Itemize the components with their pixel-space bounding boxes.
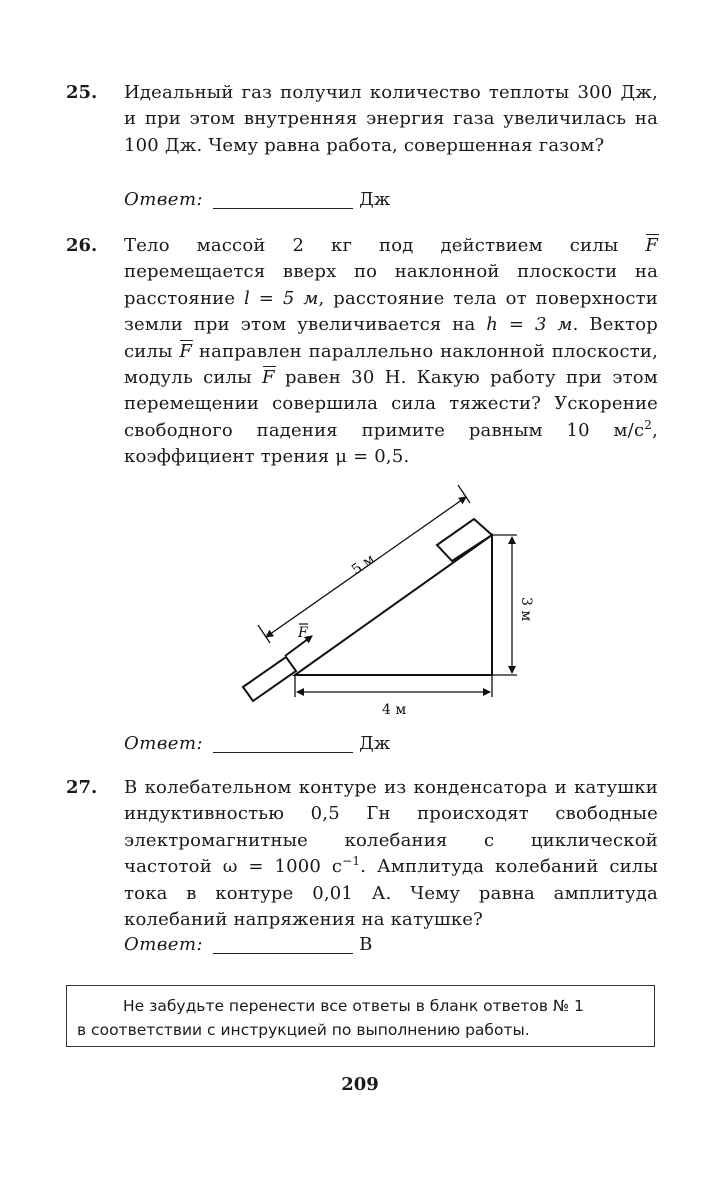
force-label: F (298, 625, 308, 641)
answer-unit: Дж (359, 733, 391, 754)
answer-row (124, 731, 390, 757)
triangle (295, 535, 492, 675)
text-part: . (403, 446, 410, 468)
inclined-plane-figure (230, 485, 534, 720)
force-vector-symbol: F (179, 339, 192, 365)
answer-blank (213, 953, 353, 954)
dim-ext (458, 485, 470, 503)
text-part: . Амплитуда колебаний силы тока в контуре 0,01 А. Чему равна амплитуда колебаний напряжения на катушке? (124, 856, 658, 931)
exponent: 2 (644, 417, 653, 432)
problem-26 (66, 233, 658, 471)
h-value: h = 3 м (486, 314, 573, 336)
notice-line-2: в соответствии с инструкцией по выполнению работы. (77, 1021, 530, 1039)
page-number: 209 (341, 1074, 379, 1095)
answer-unit: В (359, 934, 373, 955)
problem-text: Идеальный газ получил количество теплоты 300 Дж, и при этом внутренняя энергия газа увеличилась на 100 Дж. Чему равна работа, совершенная газом? (124, 82, 658, 156)
force-vector-symbol: F (262, 365, 275, 391)
problem-text (124, 775, 658, 933)
height-label: 3 м (518, 597, 534, 622)
text-part: . Вектор силы (124, 314, 658, 362)
l-value: l = 5 м (244, 287, 319, 309)
text-part: Тело массой 2 кг под действием силы (124, 235, 619, 256)
problem-number: 27. (66, 777, 98, 798)
mu-value: μ = 0,5 (335, 446, 404, 468)
problem-number: 26. (66, 235, 98, 256)
text-part: В колебательном контуре из конденсатора и катушки индуктивностью 0,5 Гн происходят свободные электромагнитные колебания с циклической частотой ω = 1000 с (124, 777, 658, 878)
answer-label: Ответ: (124, 189, 204, 210)
problem-number: 25. (66, 82, 98, 103)
block-bottom (243, 657, 296, 701)
hyp-label: 5 м (348, 551, 378, 579)
dim-ext (258, 625, 270, 643)
notice-line-1: Не забудьте перенести все ответы в бланк ответов № 1 (123, 997, 584, 1015)
text-part: , коэффициент трения (124, 419, 658, 468)
problem-text (124, 233, 658, 471)
text-part: , расстояние тела от поверхности земли при этом увеличивается на (124, 287, 658, 336)
answer-row (124, 187, 390, 213)
base-label: 4 м (382, 702, 407, 718)
answer-row (124, 932, 372, 958)
answer-blank (213, 752, 353, 753)
text-part: направлен параллельно наклонной плоскости, модуль силы (124, 340, 659, 389)
text-part: равен 30 Н. Какую работу при этом перемещении совершила сила тяжести? Ускорение свободного падения примите равным 10 м/с (124, 367, 659, 441)
answer-label: Ответ: (124, 934, 204, 955)
problem-27 (66, 775, 658, 955)
answer-unit: Дж (359, 189, 391, 210)
answer-blank (213, 208, 353, 209)
text-part: перемещается вверх по наклонной плоскости на расстояние (124, 261, 658, 309)
answer-label: Ответ: (124, 733, 204, 754)
notice-box (66, 985, 655, 1047)
exponent: −1 (342, 854, 361, 869)
problem-25 (66, 80, 658, 210)
force-vector-symbol: F (645, 233, 658, 259)
